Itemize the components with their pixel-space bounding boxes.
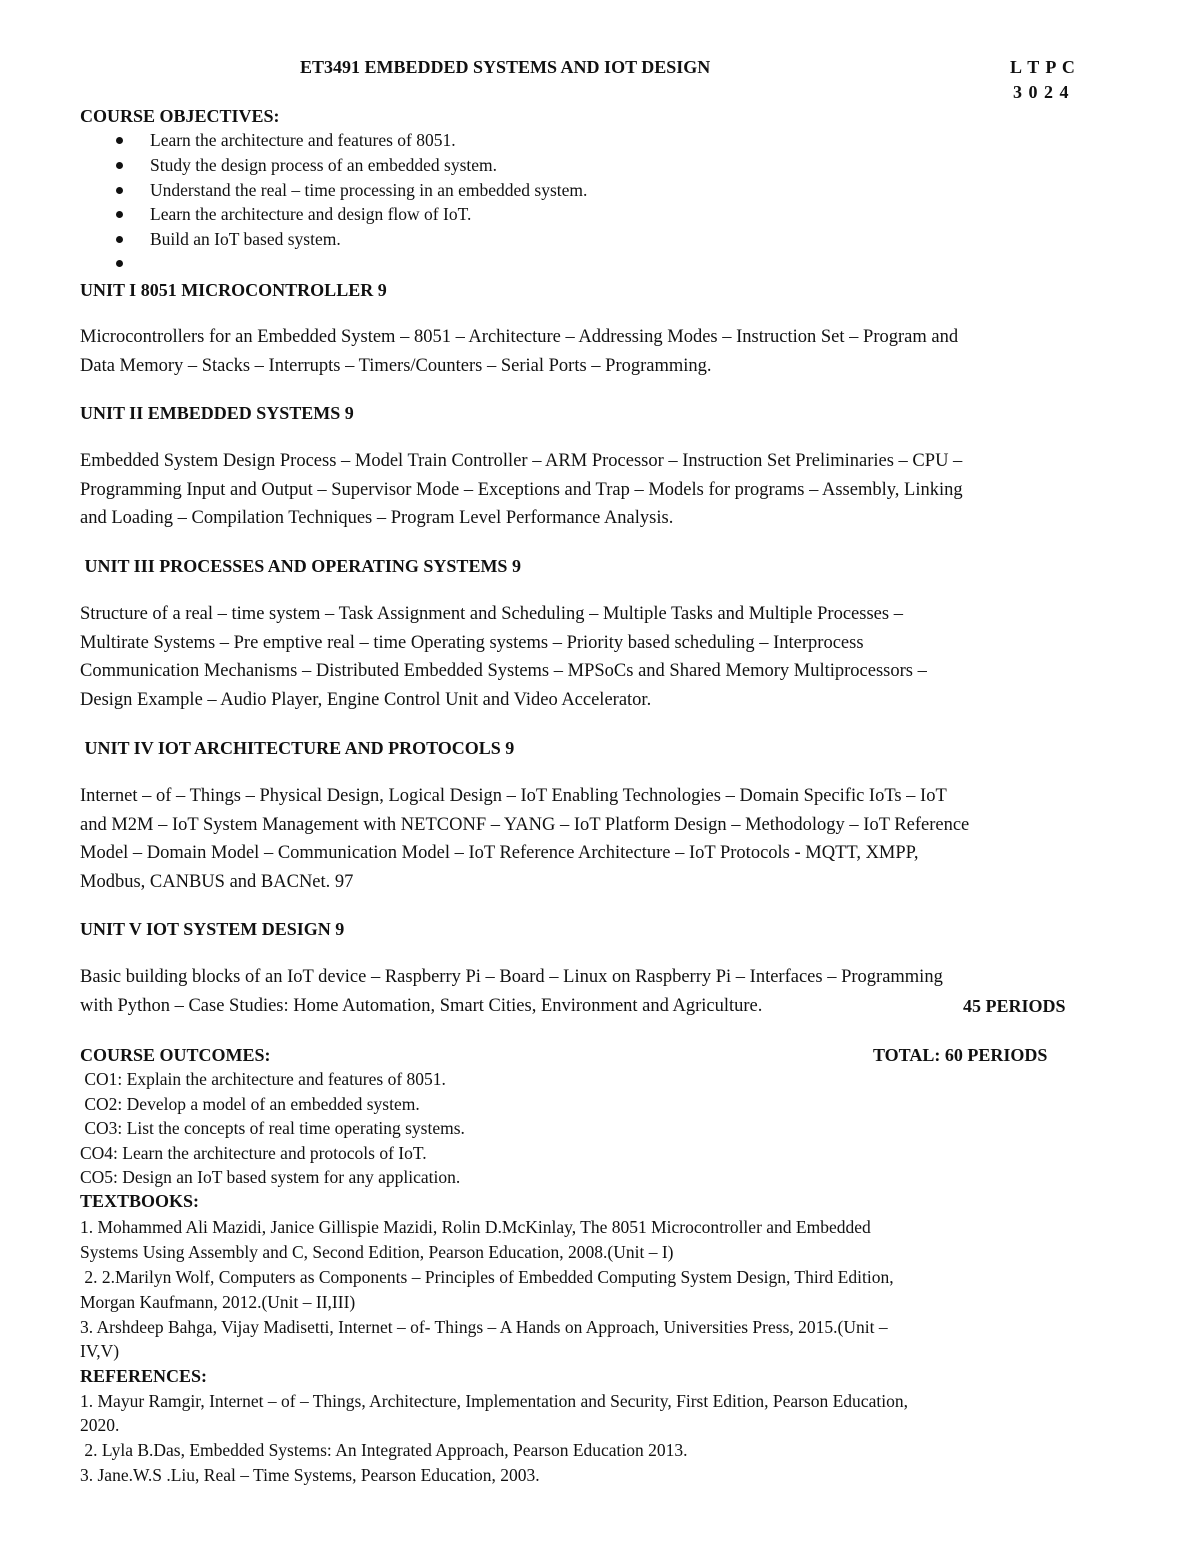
objectives-heading: COURSE OBJECTIVES:: [80, 106, 280, 126]
outcome-item: CO1: Explain the architecture and features of 8051.: [80, 1069, 446, 1089]
textbook-line: IV,V): [80, 1341, 120, 1361]
unit-3-line: Structure of a real – time system – Task Assignment and Scheduling – Multiple Tasks and Multiple Processes –: [80, 604, 903, 624]
unit-3-heading: UNIT III PROCESSES AND OPERATING SYSTEMS 9: [80, 556, 521, 576]
unit-1-line: Microcontrollers for an Embedded System – 8051 – Architecture – Addressing Modes – Instruction Set – Program and: [80, 327, 959, 347]
outcome-item: CO3: List the concepts of real time operating systems.: [80, 1118, 465, 1138]
unit-4-heading: UNIT IV IOT ARCHITECTURE AND PROTOCOLS 9: [80, 738, 515, 758]
objective-item: Learn the architecture and features of 8051.: [150, 130, 456, 150]
textbook-line: 2. 2.Marilyn Wolf, Computers as Components – Principles of Embedded Computing System Design, Third Edition,: [80, 1267, 894, 1287]
references-heading: REFERENCES:: [80, 1366, 208, 1386]
unit-1-heading: UNIT I 8051 MICROCONTROLLER 9: [80, 280, 387, 300]
bullet-icon: [116, 260, 123, 267]
reference-line: 2. Lyla B.Das, Embedded Systems: An Integrated Approach, Pearson Education 2013.: [80, 1440, 688, 1460]
unit-4-line: Model – Domain Model – Communication Model – IoT Reference Architecture – IoT Protocols - MQTT, XMPP,: [80, 843, 919, 863]
objective-item: Build an IoT based system.: [150, 229, 341, 249]
ltpc-label: L T P C: [1010, 57, 1076, 77]
unit-5-line: with Python – Case Studies: Home Automation, Smart Cities, Environment and Agriculture.: [80, 996, 763, 1016]
unit-4-line: Internet – of – Things – Physical Design, Logical Design – IoT Enabling Technologies – Domain Specific IoTs – IoT: [80, 786, 947, 806]
reference-line: 3. Jane.W.S .Liu, Real – Time Systems, Pearson Education, 2003.: [80, 1465, 540, 1485]
bullet-icon: [116, 137, 123, 144]
unit-5-periods: 45 PERIODS: [963, 996, 1066, 1016]
unit-2-line: Programming Input and Output – Supervisor Mode – Exceptions and Trap – Models for programs – Assembly, Linking: [80, 480, 963, 500]
total-periods: TOTAL: 60 PERIODS: [873, 1045, 1048, 1065]
unit-2-line: and Loading – Compilation Techniques – Program Level Performance Analysis.: [80, 508, 674, 528]
unit-2-heading: UNIT II EMBEDDED SYSTEMS 9: [80, 403, 354, 423]
bullet-icon: [116, 211, 123, 218]
outcome-item: CO5: Design an IoT based system for any application.: [80, 1167, 461, 1187]
textbooks-heading: TEXTBOOKS:: [80, 1191, 200, 1211]
outcome-item: CO2: Develop a model of an embedded system.: [80, 1094, 420, 1114]
unit-5-line: Basic building blocks of an IoT device – Raspberry Pi – Board – Linux on Raspberry Pi – Interfaces – Programming: [80, 967, 943, 987]
outcome-item: CO4: Learn the architecture and protocols of IoT.: [80, 1143, 427, 1163]
bullet-icon: [116, 236, 123, 243]
textbook-line: Morgan Kaufmann, 2012.(Unit – II,III): [80, 1292, 356, 1312]
bullet-icon: [116, 187, 123, 194]
textbook-line: 3. Arshdeep Bahga, Vijay Madisetti, Internet – of- Things – A Hands on Approach, Universities Press, 2015.(Unit –: [80, 1317, 888, 1337]
course-title: ET3491 EMBEDDED SYSTEMS AND IOT DESIGN: [300, 57, 711, 77]
unit-5-heading: UNIT V IOT SYSTEM DESIGN 9: [80, 919, 345, 939]
textbook-line: Systems Using Assembly and C, Second Edition, Pearson Education, 2008.(Unit – I): [80, 1242, 674, 1262]
unit-3-line: Communication Mechanisms – Distributed Embedded Systems – MPSoCs and Shared Memory Multiprocessors –: [80, 661, 927, 681]
unit-1-line: Data Memory – Stacks – Interrupts – Timers/Counters – Serial Ports – Programming.: [80, 356, 712, 376]
reference-line: 2020.: [80, 1415, 120, 1435]
unit-4-line: and M2M – IoT System Management with NETCONF – YANG – IoT Platform Design – Methodology – IoT Reference: [80, 815, 970, 835]
textbook-line: 1. Mohammed Ali Mazidi, Janice Gillispie Mazidi, Rolin D.McKinlay, The 8051 Microcontroller and Embedded: [80, 1217, 871, 1237]
reference-line: 1. Mayur Ramgir, Internet – of – Things, Architecture, Implementation and Security, First Edition, Pearson Education,: [80, 1391, 908, 1411]
unit-4-line: Modbus, CANBUS and BACNet. 97: [80, 872, 354, 892]
ltpc-values: 3 0 2 4: [1013, 82, 1070, 102]
objective-item: Learn the architecture and design flow of IoT.: [150, 204, 472, 224]
unit-2-line: Embedded System Design Process – Model Train Controller – ARM Processor – Instruction Set Preliminaries – CPU –: [80, 451, 963, 471]
unit-3-line: Multirate Systems – Pre emptive real – time Operating systems – Priority based scheduling – Interprocess: [80, 633, 864, 653]
objective-item: Study the design process of an embedded system.: [150, 155, 498, 175]
unit-3-line: Design Example – Audio Player, Engine Control Unit and Video Accelerator.: [80, 690, 652, 710]
outcomes-heading: COURSE OUTCOMES:: [80, 1045, 271, 1065]
bullet-icon: [116, 162, 123, 169]
objective-item: Understand the real – time processing in an embedded system.: [150, 180, 588, 200]
